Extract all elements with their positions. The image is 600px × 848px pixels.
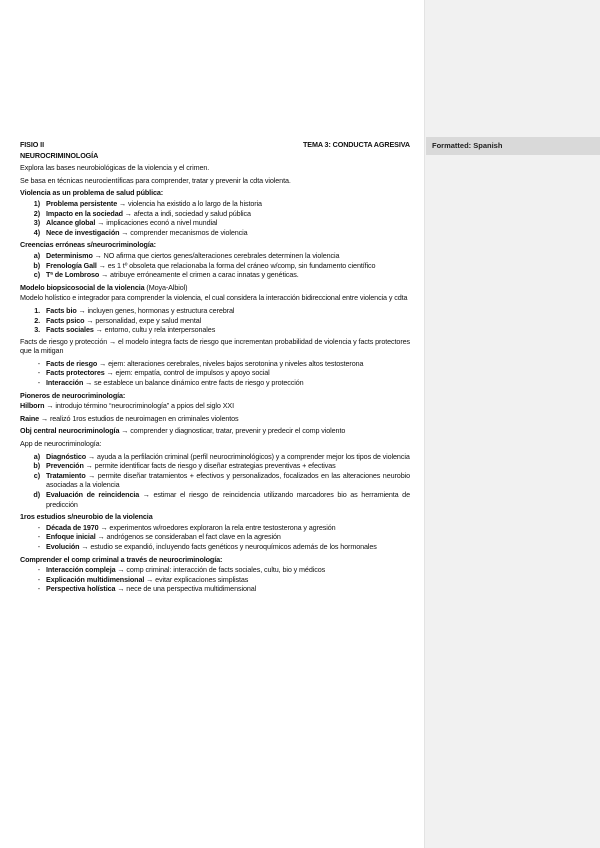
item-term: Determinismo <box>46 250 93 260</box>
item-term: Diagnóstico <box>46 451 87 461</box>
item-text: → es 1 tº obsoleta que relacionaba la forma del cráneo w/comp, sin fundamento científico <box>96 260 376 270</box>
list-item <box>20 471 410 490</box>
item-term: Frenología Gall <box>46 260 97 270</box>
item-term: Raine <box>20 413 40 423</box>
pioneer-line <box>20 414 410 424</box>
page-header <box>20 140 410 150</box>
item-term: Perspectiva holística <box>46 584 116 594</box>
item-term: Tratamiento <box>46 470 86 480</box>
model-description: Modelo holístico e integrador para comprender la violencia, el cual considera la interacción bidireccional entre violencia y cdta <box>20 293 408 303</box>
item-marker: - <box>37 541 40 551</box>
item-marker: - <box>37 358 40 368</box>
list-item <box>20 565 410 575</box>
item-marker: - <box>37 584 40 594</box>
item-text: → comp criminal: interacción de facts sociales, cultu, bio y médicos <box>115 565 326 575</box>
pioneer-line <box>20 401 410 411</box>
item-marker: 4) <box>33 227 40 237</box>
item-text: → estudio se expandió, incluyendo facts genéticos y neuroquímicos además de los hormonales <box>79 541 377 551</box>
section-title-7: Comprender el comp criminal a través de neurocriminología: <box>20 554 223 564</box>
item-term: Interacción <box>46 378 84 388</box>
list-item <box>20 378 410 388</box>
list-item <box>20 325 410 335</box>
item-text: → entorno, cultu y rela interpersonales <box>93 325 216 335</box>
header-right: TEMA 3: CONDUCTA AGRESIVA <box>302 140 410 149</box>
item-text: → violencia ha existido a lo largo de la historia <box>117 198 262 208</box>
item-text: → realizó 1ros estudios de neuroimagen en criminales violentos <box>39 413 239 423</box>
item-text: → ayuda a la perfilación criminal (perfil neurocriminológicos) y a comprender mejor los tipos de violencia <box>86 451 410 461</box>
item-marker: - <box>37 565 40 575</box>
section-title-3 <box>20 283 410 293</box>
item-term: Enfoque inicial <box>46 532 96 542</box>
item-marker: - <box>37 532 40 542</box>
item-text: → ejem: alteraciones cerebrales, niveles bajos serotonina y niveles altos testosterona <box>97 358 364 368</box>
item-text: → NO afirma que ciertos genes/alteraciones cerebrales determinen la violencia <box>92 250 340 260</box>
list-item <box>20 316 410 326</box>
section-title-1: Violencia as un problema de salud pública: <box>20 188 164 198</box>
item-text: → comprender mecanismos de violencia <box>119 227 248 237</box>
list-s6 <box>20 523 410 552</box>
list-s3-sub <box>20 359 410 388</box>
item-marker: - <box>37 378 40 388</box>
list-item <box>20 306 410 316</box>
section-title-4: Pioneros de neurocriminología: <box>20 390 126 400</box>
item-marker: 2. <box>34 315 40 325</box>
section-title-2: Creencias erróneas s/neurocriminología: <box>20 240 156 250</box>
item-text: → se establece un balance dinámico entre facts de riesgo y protección <box>83 378 304 388</box>
list-item <box>20 532 410 542</box>
document-body <box>20 140 410 596</box>
list-s3 <box>20 306 410 335</box>
item-term: Impacto en la sociedad <box>46 208 123 218</box>
item-text: → comprender y diagnosticar, tratar, prevenir y predecir el comp violento <box>119 426 346 436</box>
page-title: NEUROCRIMINOLOGÍA <box>20 150 99 160</box>
item-term: Facts psico <box>46 315 85 325</box>
item-term: Evaluación de reincidencia <box>46 490 140 499</box>
item-term: Tª de Lombroso <box>46 270 100 280</box>
list-item <box>20 209 410 219</box>
item-term: Facts de riesgo <box>46 358 98 368</box>
item-term: Prevención <box>46 461 84 471</box>
list-item <box>20 490 410 509</box>
item-term: Facts sociales <box>46 325 94 335</box>
item-term: Interacción compleja <box>46 565 116 575</box>
pioneer-line <box>20 426 410 436</box>
list-item <box>20 542 410 552</box>
item-marker: d) <box>33 490 40 499</box>
list-s1 <box>20 199 410 237</box>
item-term: Hilborn <box>20 401 45 411</box>
list-item <box>20 270 410 280</box>
item-text: → introdujo término “neurocriminología” a ppios del siglo XXI <box>44 401 235 411</box>
item-marker: - <box>37 368 40 378</box>
item-term: Facts bio <box>46 305 77 315</box>
item-marker: a) <box>33 451 40 461</box>
comment-pane <box>424 0 600 848</box>
item-term: Alcance global <box>46 218 96 228</box>
list-s5 <box>20 452 410 510</box>
list-item <box>20 368 410 378</box>
item-term: Década de 1970 <box>46 522 99 532</box>
list-item <box>20 452 410 462</box>
item-marker: c) <box>33 270 40 280</box>
list-s2 <box>20 251 410 280</box>
item-text: → permite diseñar tratamientos + efectivos y personalizados, focalizados en las alteraciones neurobio asociadas a la violencia <box>46 470 410 490</box>
item-term: Problema persistente <box>46 198 118 208</box>
intro-line-1: Explora las bases neurobiológicas de la violencia y el crimen. <box>20 163 210 173</box>
item-marker: c) <box>33 470 40 480</box>
item-marker: a) <box>33 250 40 260</box>
item-term: Explicación multidimensional <box>46 574 145 584</box>
list-item <box>20 523 410 533</box>
item-text: → incluyen genes, hormonas y estructura cerebral <box>76 305 235 315</box>
item-term: Evolución <box>46 541 80 551</box>
item-text: → estimar el riesgo de reincidencia utilizando marcadores bio as herramienta de predicción <box>46 490 410 509</box>
item-text: → atribuye erróneamente el crimen a carac innatas y genéticas. <box>99 270 299 280</box>
item-text: → evitar explicaciones simplistas <box>144 574 249 584</box>
list-item <box>20 218 410 228</box>
item-term: Nece de investigación <box>46 227 120 237</box>
item-marker: - <box>37 522 40 532</box>
item-marker: 1. <box>34 305 40 315</box>
item-text: → implicaciones econó a nivel mundial <box>95 218 218 228</box>
section-title-text: Modelo biopsicosocial de la violencia <box>20 282 145 292</box>
item-text: → nece de una perspectiva multidimensional <box>115 584 257 594</box>
item-text: → permite identificar facts de riesgo y diseñar estrategias preventivas + efectivas <box>83 461 336 471</box>
item-text: → ejem: empatía, control de impulsos y apoyo social <box>104 368 270 378</box>
item-marker: 3) <box>33 218 40 228</box>
list-item <box>20 461 410 471</box>
format-comment[interactable]: Formatted: Spanish <box>426 137 600 155</box>
item-marker: 1) <box>33 198 40 208</box>
list-item <box>20 575 410 585</box>
list-item <box>20 261 410 271</box>
item-marker: - <box>37 574 40 584</box>
item-text: → afecta a indi, sociedad y salud pública <box>122 208 251 218</box>
list-item <box>20 359 410 369</box>
list-item <box>20 584 410 594</box>
section-title-6: 1ros estudios s/neurobio de la violencia <box>20 512 153 522</box>
item-text: → experimentos w/roedores exploraron la rela entre testosterona y agresión <box>98 522 336 532</box>
section-title-note: (Moya-Albiol) <box>144 282 188 292</box>
item-term: Facts protectores <box>46 368 105 378</box>
section-title-5: App de neurocriminología: <box>20 439 102 449</box>
item-marker: b) <box>33 260 40 270</box>
intro-line-2: Se basa en técnicas neurocientíficas para comprender, tratar y prevenir la cdta violenta. <box>20 175 291 185</box>
item-marker: 2) <box>33 208 40 218</box>
item-marker: b) <box>33 461 40 471</box>
item-term: Obj central neurocriminología <box>20 426 120 436</box>
item-text: → andrógenos se consideraban el fact clave en la agresión <box>95 532 281 542</box>
list-s7 <box>20 565 410 594</box>
header-left: FISIO II <box>20 140 44 149</box>
list-item <box>20 251 410 261</box>
item-marker: 3. <box>34 325 40 335</box>
risk-protection-paragraph: Facts de riesgo y protección → el modelo integra facts de riesgo que incrementan probabilidad de violencia y facts protectores que la mitigan <box>20 336 410 356</box>
list-item <box>20 228 410 238</box>
item-text: → personalidad, expe y salud mental <box>84 315 202 325</box>
list-item <box>20 199 410 209</box>
